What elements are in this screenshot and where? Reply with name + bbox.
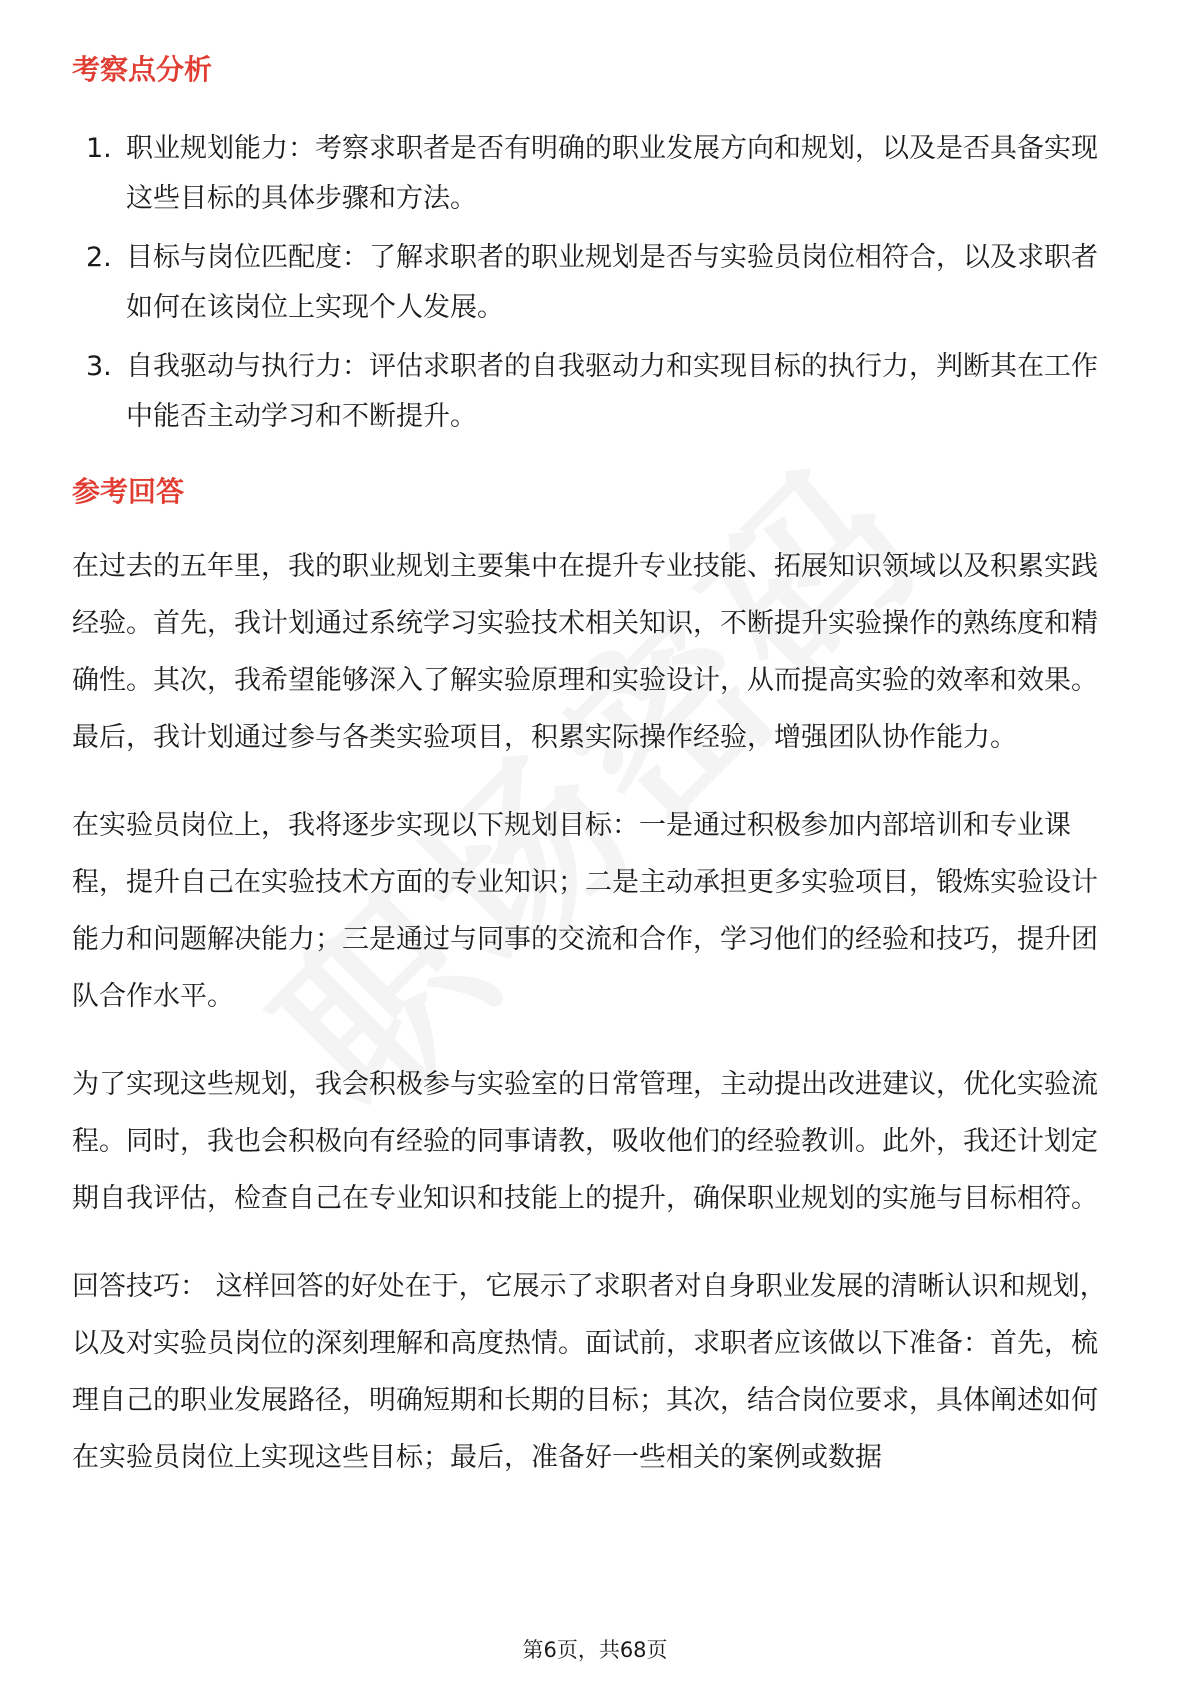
tips-paragraph: 回答技巧： 这样回答的好处在于，它展示了求职者对自身职业发展的清晰认识和规划，以及对实验员岗位的深刻理解和高度热情。面试前，求职者应该做以下准备：首先，梳理自己的职业发展路径，明确短期和长期的目标；其次，结合岗位要求，具体阐述如何在实验员岗位上实现这些目标；最后，准备好一些相关的案例或数据	[72, 1271, 1107, 1473]
list-item	[72, 124, 1122, 224]
list-item	[72, 233, 1122, 333]
answer-heading: 参考回答	[72, 475, 185, 508]
analysis-points-list	[72, 124, 1122, 442]
list-item-number: 3.	[86, 351, 112, 382]
answer-paragraph: 在实验员岗位上，我将逐步实现以下规划目标：一是通过积极参加内部培训和专业课程，提升自己在实验技术方面的专业知识；二是主动承担更多实验项目，锻炼实验设计能力和问题解决能力；三是通过与同事的交流和合作，学习他们的经验和技巧，提升团队合作水平。	[72, 810, 1098, 1012]
document-body	[72, 50, 1122, 1486]
answer-paragraph: 在过去的五年里，我的职业规划主要集中在提升专业技能、拓展知识领域以及积累实践经验。首先，我计划通过系统学习实验技术相关知识，不断提升实验操作的熟练度和精确性。其次，我希望能够深入了解实验原理和实验设计，从而提高实验的效率和效果。最后，我计划通过参与各类实验项目，积累实际操作经验，增强团队协作能力。	[72, 551, 1098, 753]
page-footer: 第6页，共68页	[522, 1638, 668, 1662]
analysis-heading: 考察点分析	[72, 53, 213, 86]
list-item-number: 1.	[86, 133, 112, 164]
list-item-text: 目标与岗位匹配度：了解求职者的职业规划是否与实验员岗位相符合，以及求职者如何在该岗位上实现个人发展。	[126, 242, 1098, 323]
list-item-text: 职业规划能力：考察求职者是否有明确的职业发展方向和规划，以及是否具备实现这些目标的具体步骤和方法。	[126, 133, 1098, 214]
list-item-number: 2.	[86, 242, 112, 273]
answer-paragraph: 为了实现这些规划，我会积极参与实验室的日常管理，主动提出改进建议，优化实验流程。同时，我也会积极向有经验的同事请教，吸收他们的经验教训。此外，我还计划定期自我评估，检查自己在专业知识和技能上的提升，确保职业规划的实施与目标相符。	[72, 1069, 1098, 1214]
list-item	[72, 342, 1122, 442]
list-item-text: 自我驱动与执行力：评估求职者的自我驱动力和实现目标的执行力，判断其在工作中能否主动学习和不断提升。	[126, 351, 1098, 432]
